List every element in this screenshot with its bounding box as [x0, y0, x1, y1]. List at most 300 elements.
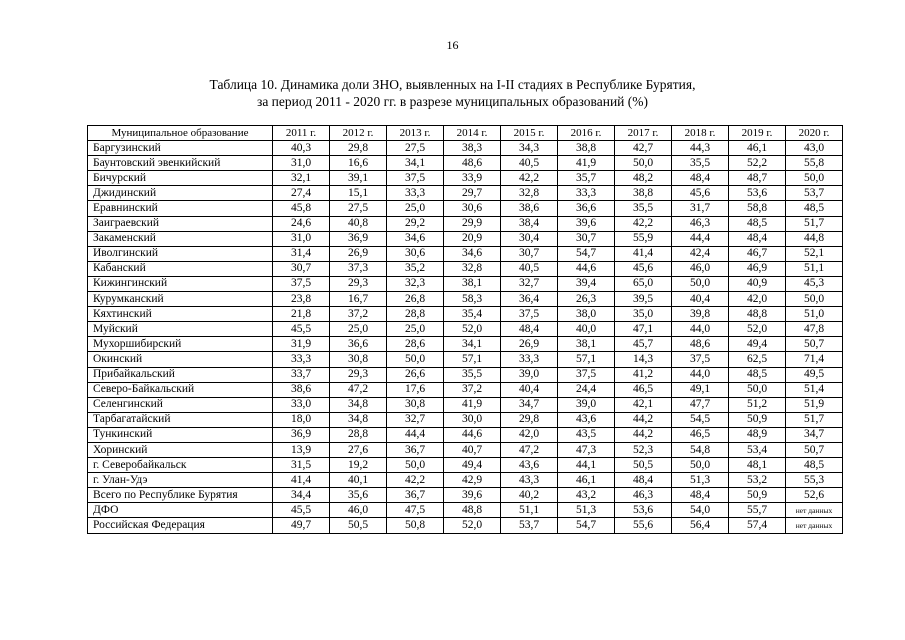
column-header-year: 2019 г.: [729, 126, 786, 141]
percentage-cell: 50,0: [786, 171, 843, 186]
municipality-name-cell: Всего по Республике Бурятия: [88, 488, 273, 503]
percentage-cell: 39,4: [558, 276, 615, 291]
percentage-cell: 54,0: [672, 503, 729, 518]
municipality-name-cell: Прибайкальский: [88, 367, 273, 382]
percentage-cell: 46,5: [615, 382, 672, 397]
percentage-cell: 49,5: [786, 367, 843, 382]
column-header-year: 2014 г.: [444, 126, 501, 141]
percentage-cell: 37,5: [387, 171, 444, 186]
percentage-cell: 53,7: [501, 518, 558, 533]
percentage-cell: 36,6: [330, 337, 387, 352]
percentage-cell: 45,8: [273, 201, 330, 216]
percentage-cell: 45,3: [786, 276, 843, 291]
percentage-cell: 38,3: [444, 141, 501, 156]
percentage-cell: 48,5: [786, 201, 843, 216]
percentage-cell: 30,7: [273, 261, 330, 276]
percentage-cell: 34,6: [444, 246, 501, 261]
percentage-cell: 44,2: [615, 427, 672, 442]
percentage-cell: 53,6: [615, 503, 672, 518]
percentage-cell: 52,2: [729, 156, 786, 171]
percentage-cell: 51,3: [558, 503, 615, 518]
percentage-cell: 49,1: [672, 382, 729, 397]
percentage-cell: 48,4: [501, 322, 558, 337]
municipality-name-cell: Баргузинский: [88, 141, 273, 156]
municipality-name-cell: Баунтовский эвенкийский: [88, 156, 273, 171]
percentage-cell: 28,8: [387, 307, 444, 322]
percentage-cell: 27,4: [273, 186, 330, 201]
municipality-name-cell: Селенгинский: [88, 397, 273, 412]
percentage-cell: 34,6: [387, 231, 444, 246]
percentage-cell: 53,7: [786, 186, 843, 201]
percentage-cell: 51,7: [786, 216, 843, 231]
percentage-cell: 35,2: [387, 261, 444, 276]
percentage-cell: 35,5: [444, 367, 501, 382]
percentage-cell: 29,8: [501, 412, 558, 427]
percentage-cell: 48,9: [729, 427, 786, 442]
percentage-cell: 32,8: [501, 186, 558, 201]
column-header-year: 2011 г.: [273, 126, 330, 141]
percentage-cell: 45,5: [273, 322, 330, 337]
column-header-year: 2017 г.: [615, 126, 672, 141]
percentage-cell: 53,2: [729, 473, 786, 488]
percentage-cell: 40,3: [273, 141, 330, 156]
municipality-name-cell: Закаменский: [88, 231, 273, 246]
percentage-cell: 23,8: [273, 292, 330, 307]
percentage-cell: 46,0: [672, 261, 729, 276]
table-row: [88, 382, 843, 397]
column-header-year: 2012 г.: [330, 126, 387, 141]
percentage-cell: 38,6: [501, 201, 558, 216]
percentage-cell: 51,3: [672, 473, 729, 488]
percentage-cell: 17,6: [387, 382, 444, 397]
percentage-cell: 51,7: [786, 412, 843, 427]
percentage-cell: 44,2: [615, 412, 672, 427]
percentage-cell: 53,6: [729, 186, 786, 201]
column-header-year: 2018 г.: [672, 126, 729, 141]
percentage-cell: 40,8: [330, 216, 387, 231]
municipality-name-cell: Хоринский: [88, 442, 273, 457]
municipality-name-cell: Еравнинский: [88, 201, 273, 216]
percentage-cell: 50,9: [729, 488, 786, 503]
table-row: [88, 246, 843, 261]
percentage-cell: 52,3: [615, 442, 672, 457]
percentage-cell: 50,0: [672, 276, 729, 291]
percentage-cell: 30,4: [501, 231, 558, 246]
percentage-cell: 21,8: [273, 307, 330, 322]
municipality-name-cell: Иволгинский: [88, 246, 273, 261]
percentage-cell: 14,3: [615, 352, 672, 367]
percentage-cell: 35,4: [444, 307, 501, 322]
table-title-line-2: за период 2011 - 2020 гг. в разрезе муниципальных образований (%): [256, 94, 649, 109]
percentage-cell: 58,3: [444, 292, 501, 307]
percentage-cell: 51,9: [786, 397, 843, 412]
table-title-line-1: Таблица 10. Динамика доли ЗНО, выявленных на I-II стадиях в Республике Бурятия,: [209, 77, 696, 92]
table-row: [88, 201, 843, 216]
percentage-cell: 46,1: [558, 473, 615, 488]
percentage-cell: 57,1: [444, 352, 501, 367]
column-header-year: 2020 г.: [786, 126, 843, 141]
percentage-cell: 31,9: [273, 337, 330, 352]
percentage-cell: 50,0: [615, 156, 672, 171]
percentage-cell: 42,1: [615, 397, 672, 412]
percentage-cell: 48,6: [672, 337, 729, 352]
percentage-cell: 40,9: [729, 276, 786, 291]
percentage-cell: 29,8: [330, 141, 387, 156]
percentage-cell: 43,5: [558, 427, 615, 442]
percentage-cell: 51,1: [501, 503, 558, 518]
percentage-cell: 27,5: [330, 201, 387, 216]
percentage-cell: 32,7: [501, 276, 558, 291]
percentage-cell: 44,4: [387, 427, 444, 442]
column-header-year: 2016 г.: [558, 126, 615, 141]
percentage-cell: 39,0: [501, 367, 558, 382]
percentage-cell: 40,5: [501, 156, 558, 171]
percentage-cell: 44,4: [672, 231, 729, 246]
percentage-cell: 37,5: [558, 367, 615, 382]
table-row: [88, 231, 843, 246]
percentage-cell: 31,0: [273, 231, 330, 246]
percentage-cell: 20,9: [444, 231, 501, 246]
percentage-cell: 50,0: [387, 458, 444, 473]
percentage-cell: 42,2: [387, 473, 444, 488]
municipality-name-cell: Кабанский: [88, 261, 273, 276]
percentage-cell: 40,2: [501, 488, 558, 503]
percentage-cell: 47,7: [672, 397, 729, 412]
municipality-name-cell: Джидинский: [88, 186, 273, 201]
percentage-cell: 40,5: [501, 261, 558, 276]
percentage-cell: 55,6: [615, 518, 672, 533]
municipality-name-cell: Кижингинский: [88, 276, 273, 291]
percentage-cell: нет данных: [786, 518, 843, 533]
percentage-cell: 29,9: [444, 216, 501, 231]
percentage-cell: 27,5: [387, 141, 444, 156]
percentage-cell: 24,4: [558, 382, 615, 397]
municipality-name-cell: Курумканский: [88, 292, 273, 307]
percentage-cell: 45,6: [672, 186, 729, 201]
table-row: [88, 322, 843, 337]
percentage-cell: 30,8: [387, 397, 444, 412]
municipality-name-cell: Российская Федерация: [88, 518, 273, 533]
percentage-cell: 25,0: [387, 201, 444, 216]
percentage-cell: 34,7: [501, 397, 558, 412]
percentage-cell: 29,7: [444, 186, 501, 201]
table-row: [88, 276, 843, 291]
percentage-cell: 38,6: [273, 382, 330, 397]
percentage-cell: нет данных: [786, 503, 843, 518]
column-header-year: 2015 г.: [501, 126, 558, 141]
percentage-cell: 33,3: [387, 186, 444, 201]
percentage-cell: 51,1: [786, 261, 843, 276]
percentage-cell: 45,5: [273, 503, 330, 518]
percentage-cell: 37,5: [273, 276, 330, 291]
percentage-cell: 35,0: [615, 307, 672, 322]
percentage-cell: 46,3: [672, 216, 729, 231]
municipality-name-cell: Бичурский: [88, 171, 273, 186]
percentage-cell: 36,7: [387, 442, 444, 457]
percentage-cell: 49,4: [444, 458, 501, 473]
percentage-cell: 24,6: [273, 216, 330, 231]
percentage-cell: 47,3: [558, 442, 615, 457]
percentage-cell: 41,4: [615, 246, 672, 261]
percentage-cell: 15,1: [330, 186, 387, 201]
percentage-cell: 56,4: [672, 518, 729, 533]
percentage-cell: 55,8: [786, 156, 843, 171]
percentage-cell: 44,0: [672, 322, 729, 337]
percentage-cell: 54,5: [672, 412, 729, 427]
percentage-cell: 19,2: [330, 458, 387, 473]
percentage-cell: 54,7: [558, 518, 615, 533]
table-title: [0, 76, 905, 110]
municipality-name-cell: Северо-Байкальский: [88, 382, 273, 397]
percentage-cell: 32,3: [387, 276, 444, 291]
percentage-cell: 16,6: [330, 156, 387, 171]
percentage-cell: 39,0: [558, 397, 615, 412]
column-header-municipality: Муниципальное образование: [88, 126, 273, 141]
percentage-cell: 49,7: [273, 518, 330, 533]
percentage-cell: 44,0: [672, 367, 729, 382]
percentage-cell: 48,2: [615, 171, 672, 186]
percentage-cell: 40,7: [444, 442, 501, 457]
table-row: [88, 171, 843, 186]
percentage-cell: 31,0: [273, 156, 330, 171]
percentage-cell: 42,0: [729, 292, 786, 307]
percentage-cell: 48,5: [729, 367, 786, 382]
table-row: [88, 518, 843, 533]
percentage-cell: 31,7: [672, 201, 729, 216]
percentage-cell: 34,4: [273, 488, 330, 503]
percentage-cell: 65,0: [615, 276, 672, 291]
percentage-cell: 34,8: [330, 397, 387, 412]
municipality-name-cell: ДФО: [88, 503, 273, 518]
percentage-cell: 44,6: [558, 261, 615, 276]
municipality-name-cell: г. Северобайкальск: [88, 458, 273, 473]
table-row: [88, 337, 843, 352]
percentage-cell: 38,1: [444, 276, 501, 291]
percentage-cell: 36,9: [330, 231, 387, 246]
table-row: [88, 307, 843, 322]
table-row: [88, 156, 843, 171]
percentage-cell: 34,3: [501, 141, 558, 156]
percentage-cell: 48,8: [444, 503, 501, 518]
percentage-cell: 49,4: [729, 337, 786, 352]
percentage-cell: 35,5: [672, 156, 729, 171]
percentage-cell: 62,5: [729, 352, 786, 367]
percentage-cell: 44,6: [444, 427, 501, 442]
percentage-cell: 50,7: [786, 337, 843, 352]
percentage-cell: 51,4: [786, 382, 843, 397]
percentage-cell: 37,2: [330, 307, 387, 322]
percentage-cell: 47,5: [387, 503, 444, 518]
percentage-cell: 36,7: [387, 488, 444, 503]
percentage-cell: 38,0: [558, 307, 615, 322]
municipality-name-cell: Мухоршибирский: [88, 337, 273, 352]
percentage-cell: 44,3: [672, 141, 729, 156]
percentage-cell: 40,1: [330, 473, 387, 488]
percentage-cell: 32,8: [444, 261, 501, 276]
percentage-cell: 37,2: [444, 382, 501, 397]
data-table: [87, 125, 843, 534]
table-row: [88, 427, 843, 442]
percentage-cell: 48,4: [672, 171, 729, 186]
percentage-cell: 50,9: [729, 412, 786, 427]
percentage-cell: 53,4: [729, 442, 786, 457]
percentage-cell: 47,2: [501, 442, 558, 457]
table-row: [88, 397, 843, 412]
percentage-cell: 50,0: [387, 352, 444, 367]
percentage-cell: 42,0: [501, 427, 558, 442]
percentage-cell: 46,7: [729, 246, 786, 261]
percentage-cell: 50,8: [387, 518, 444, 533]
percentage-cell: 33,7: [273, 367, 330, 382]
percentage-cell: 39,8: [672, 307, 729, 322]
table-row: [88, 503, 843, 518]
table-row: [88, 488, 843, 503]
percentage-cell: 55,7: [729, 503, 786, 518]
percentage-cell: 51,2: [729, 397, 786, 412]
percentage-cell: 33,0: [273, 397, 330, 412]
percentage-cell: 55,9: [615, 231, 672, 246]
table-row: [88, 473, 843, 488]
percentage-cell: 40,0: [558, 322, 615, 337]
percentage-cell: 35,7: [558, 171, 615, 186]
percentage-cell: 30,6: [444, 201, 501, 216]
table-body: [88, 141, 843, 533]
percentage-cell: 38,1: [558, 337, 615, 352]
percentage-cell: 33,9: [444, 171, 501, 186]
percentage-cell: 32,7: [387, 412, 444, 427]
percentage-cell: 35,6: [330, 488, 387, 503]
percentage-cell: 46,0: [330, 503, 387, 518]
percentage-cell: 39,6: [558, 216, 615, 231]
percentage-cell: 33,3: [501, 352, 558, 367]
percentage-cell: 26,8: [387, 292, 444, 307]
percentage-cell: 48,7: [729, 171, 786, 186]
percentage-cell: 27,6: [330, 442, 387, 457]
percentage-cell: 34,1: [387, 156, 444, 171]
percentage-cell: 44,8: [786, 231, 843, 246]
percentage-cell: 45,6: [615, 261, 672, 276]
municipality-name-cell: Заиграевский: [88, 216, 273, 231]
percentage-cell: 50,0: [786, 292, 843, 307]
percentage-cell: 26,6: [387, 367, 444, 382]
table-row: [88, 141, 843, 156]
percentage-cell: 42,4: [672, 246, 729, 261]
percentage-cell: 40,4: [672, 292, 729, 307]
percentage-cell: 57,1: [558, 352, 615, 367]
percentage-cell: 25,0: [330, 322, 387, 337]
table-row: [88, 261, 843, 276]
table-row: [88, 216, 843, 231]
percentage-cell: 28,8: [330, 427, 387, 442]
table-header-row: [88, 126, 843, 141]
municipality-name-cell: Тункинский: [88, 427, 273, 442]
percentage-cell: 38,4: [501, 216, 558, 231]
percentage-cell: 29,2: [387, 216, 444, 231]
percentage-cell: 26,9: [330, 246, 387, 261]
percentage-cell: 37,3: [330, 261, 387, 276]
table-row: [88, 412, 843, 427]
percentage-cell: 30,0: [444, 412, 501, 427]
percentage-cell: 43,6: [501, 458, 558, 473]
percentage-cell: 46,9: [729, 261, 786, 276]
percentage-cell: 29,3: [330, 276, 387, 291]
percentage-cell: 28,6: [387, 337, 444, 352]
table-row: [88, 292, 843, 307]
percentage-cell: 46,5: [672, 427, 729, 442]
municipality-name-cell: г. Улан-Удэ: [88, 473, 273, 488]
percentage-cell: 47,2: [330, 382, 387, 397]
percentage-cell: 54,8: [672, 442, 729, 457]
municipality-name-cell: Муйский: [88, 322, 273, 337]
percentage-cell: 34,7: [786, 427, 843, 442]
percentage-cell: 30,8: [330, 352, 387, 367]
municipality-name-cell: Тарбагатайский: [88, 412, 273, 427]
percentage-cell: 42,2: [615, 216, 672, 231]
percentage-cell: 52,0: [444, 322, 501, 337]
percentage-cell: 30,6: [387, 246, 444, 261]
percentage-cell: 35,5: [615, 201, 672, 216]
table-row: [88, 352, 843, 367]
percentage-cell: 25,0: [387, 322, 444, 337]
percentage-cell: 41,2: [615, 367, 672, 382]
percentage-cell: 43,2: [558, 488, 615, 503]
percentage-cell: 52,1: [786, 246, 843, 261]
percentage-cell: 48,1: [729, 458, 786, 473]
percentage-cell: 40,4: [501, 382, 558, 397]
percentage-cell: 38,8: [558, 141, 615, 156]
percentage-cell: 47,1: [615, 322, 672, 337]
column-header-year: 2013 г.: [387, 126, 444, 141]
percentage-cell: 50,7: [786, 442, 843, 457]
percentage-cell: 52,6: [786, 488, 843, 503]
percentage-cell: 52,0: [729, 322, 786, 337]
percentage-cell: 37,5: [501, 307, 558, 322]
percentage-cell: 34,1: [444, 337, 501, 352]
percentage-cell: 26,3: [558, 292, 615, 307]
percentage-cell: 31,4: [273, 246, 330, 261]
percentage-cell: 48,5: [786, 458, 843, 473]
table-row: [88, 458, 843, 473]
percentage-cell: 39,6: [444, 488, 501, 503]
percentage-cell: 54,7: [558, 246, 615, 261]
percentage-cell: 34,8: [330, 412, 387, 427]
percentage-cell: 46,3: [615, 488, 672, 503]
percentage-cell: 16,7: [330, 292, 387, 307]
percentage-cell: 36,9: [273, 427, 330, 442]
percentage-cell: 48,6: [444, 156, 501, 171]
percentage-cell: 33,3: [558, 186, 615, 201]
percentage-cell: 55,3: [786, 473, 843, 488]
percentage-cell: 42,9: [444, 473, 501, 488]
percentage-cell: 39,5: [615, 292, 672, 307]
percentage-cell: 38,8: [615, 186, 672, 201]
percentage-cell: 46,1: [729, 141, 786, 156]
percentage-cell: 57,4: [729, 518, 786, 533]
percentage-cell: 13,9: [273, 442, 330, 457]
percentage-cell: 44,1: [558, 458, 615, 473]
percentage-cell: 52,0: [444, 518, 501, 533]
percentage-cell: 43,0: [786, 141, 843, 156]
percentage-cell: 45,7: [615, 337, 672, 352]
percentage-cell: 43,6: [558, 412, 615, 427]
percentage-cell: 26,9: [501, 337, 558, 352]
percentage-cell: 48,4: [672, 488, 729, 503]
percentage-cell: 50,0: [672, 458, 729, 473]
table-row: [88, 442, 843, 457]
percentage-cell: 39,1: [330, 171, 387, 186]
percentage-cell: 48,4: [729, 231, 786, 246]
percentage-cell: 32,1: [273, 171, 330, 186]
